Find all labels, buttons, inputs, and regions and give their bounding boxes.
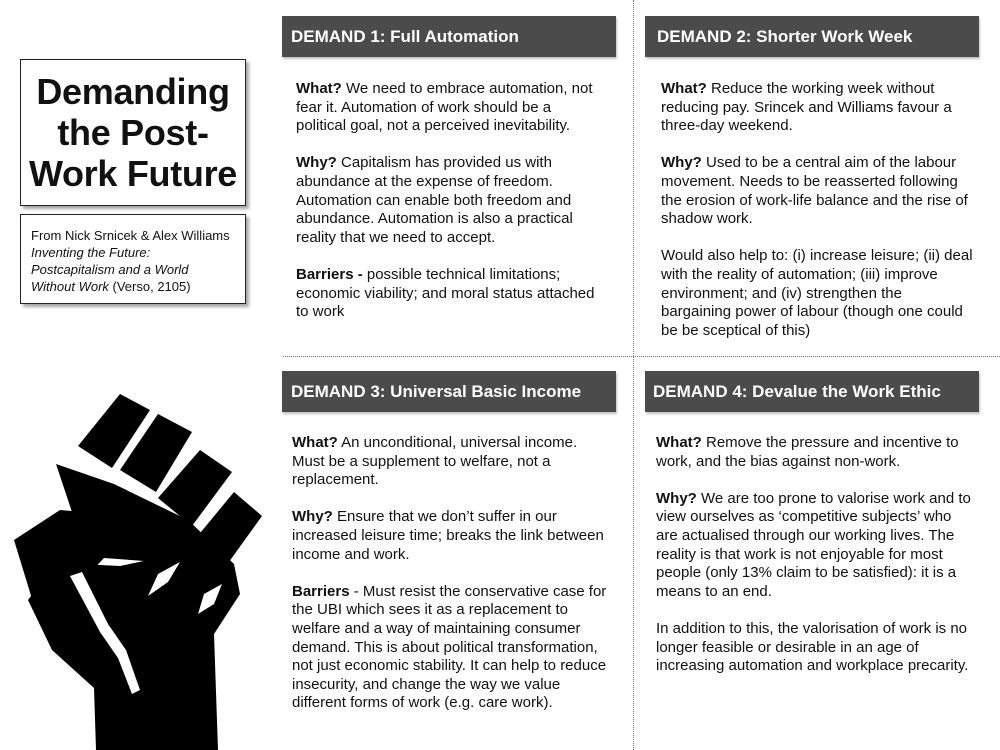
source-authors: From Nick Srnicek & Alex Williams: [31, 228, 230, 243]
demand-3-header: DEMAND 3: Universal Basic Income: [282, 371, 616, 412]
why-label: Why?: [296, 154, 337, 172]
demand-1-what: [296, 80, 601, 136]
what-text: Remove the pressure and incentive to work, and the bias against non-work.: [656, 434, 959, 470]
why-label: Why?: [656, 489, 697, 507]
page-title: Demanding the Post-Work Future: [28, 71, 238, 194]
why-text: We are too prone to valorise work and to view ourselves as ‘competitive subjects’ who are actualised through our working lives. The reality is that work is not enjoyable for most people (only 13% claim to be satisfied): it is a means to an end.: [656, 489, 971, 600]
demand-3-barriers: [292, 583, 610, 713]
demand-2-why: [661, 154, 973, 228]
demand-2-header: DEMAND 2: Shorter Work Week: [645, 16, 979, 57]
why-text: Ensure that we don’t suffer in our increased leisure time; breaks the link between income and work.: [292, 508, 604, 563]
vertical-divider: [633, 0, 634, 750]
demand-2-extra: Would also help to: (i) increase leisure; (ii) deal with the reality of automation; (iii) improve environment; and (iv) strengthen the bargaining power of labour (though one could be be sceptical of this): [661, 247, 973, 339]
demand-4-body: [656, 434, 974, 694]
what-text: We need to embrace automation, not fear it. Automation of work should be a political goal, not a perceived inevitability.: [296, 80, 593, 135]
title-box: [20, 59, 246, 206]
source-citation: [20, 214, 246, 304]
what-label: What?: [296, 80, 342, 97]
barriers-text: - Must resist the conservative case for the UBI which sees it as a replacement to welfare and a way of maintaining consumer demand. This is about political transformation, not just economic stability. It can help to reduce insecurity, and change the way we value different forms of work (e.g. care work).: [292, 582, 607, 712]
what-label: What?: [656, 434, 702, 451]
raised-fist-icon: [8, 388, 266, 750]
source-book-title: Inventing the Future: Postcapitalism and a World Without Work: [31, 245, 189, 294]
barriers-text: possible technical limitations; economic viability; and moral status attached to work: [296, 265, 595, 321]
demand-2-what: [661, 80, 973, 136]
what-label: What?: [292, 434, 338, 451]
demand-4-extra: In addition to this, the valorisation of work is no longer feasible or desirable in an age of increasing automation and workplace precarity.: [656, 619, 969, 675]
what-label: What?: [661, 80, 707, 97]
why-label: Why?: [292, 508, 333, 526]
what-text: An unconditional, universal income. Must be a supplement to welfare, not a replacement.: [292, 434, 578, 489]
barriers-label: Barriers: [292, 582, 350, 600]
why-text: Used to be a central aim of the labour movement. Needs to be reasserted following the erosion of work-life balance and the rise of shadow work.: [661, 154, 968, 228]
barriers-label: Barriers -: [296, 265, 363, 283]
demand-3-why: [292, 508, 610, 564]
demand-2-body: [661, 80, 973, 359]
demand-1-barriers: [296, 266, 601, 322]
demand-4-header: DEMAND 4: Devalue the Work Ethic: [645, 371, 979, 412]
demand-3-what: [292, 434, 610, 490]
why-label: Why?: [661, 154, 702, 172]
demand-4-why: [656, 490, 974, 602]
demand-3-body: [292, 434, 610, 732]
what-text: Reduce the working week without reducing pay. Srincek and Williams favour a three-day weekend.: [661, 80, 952, 135]
demand-1-header: DEMAND 1: Full Automation: [282, 16, 616, 57]
source-publisher: (Verso, 2105): [108, 279, 191, 294]
demand-1-body: [296, 80, 601, 340]
why-text: Capitalism has provided us with abundance at the expense of freedom. Automation can enable both freedom and abundance. Automation is also a practical reality that we need to accept.: [296, 154, 573, 246]
demand-4-what: [656, 434, 974, 471]
demand-1-why: [296, 154, 601, 247]
